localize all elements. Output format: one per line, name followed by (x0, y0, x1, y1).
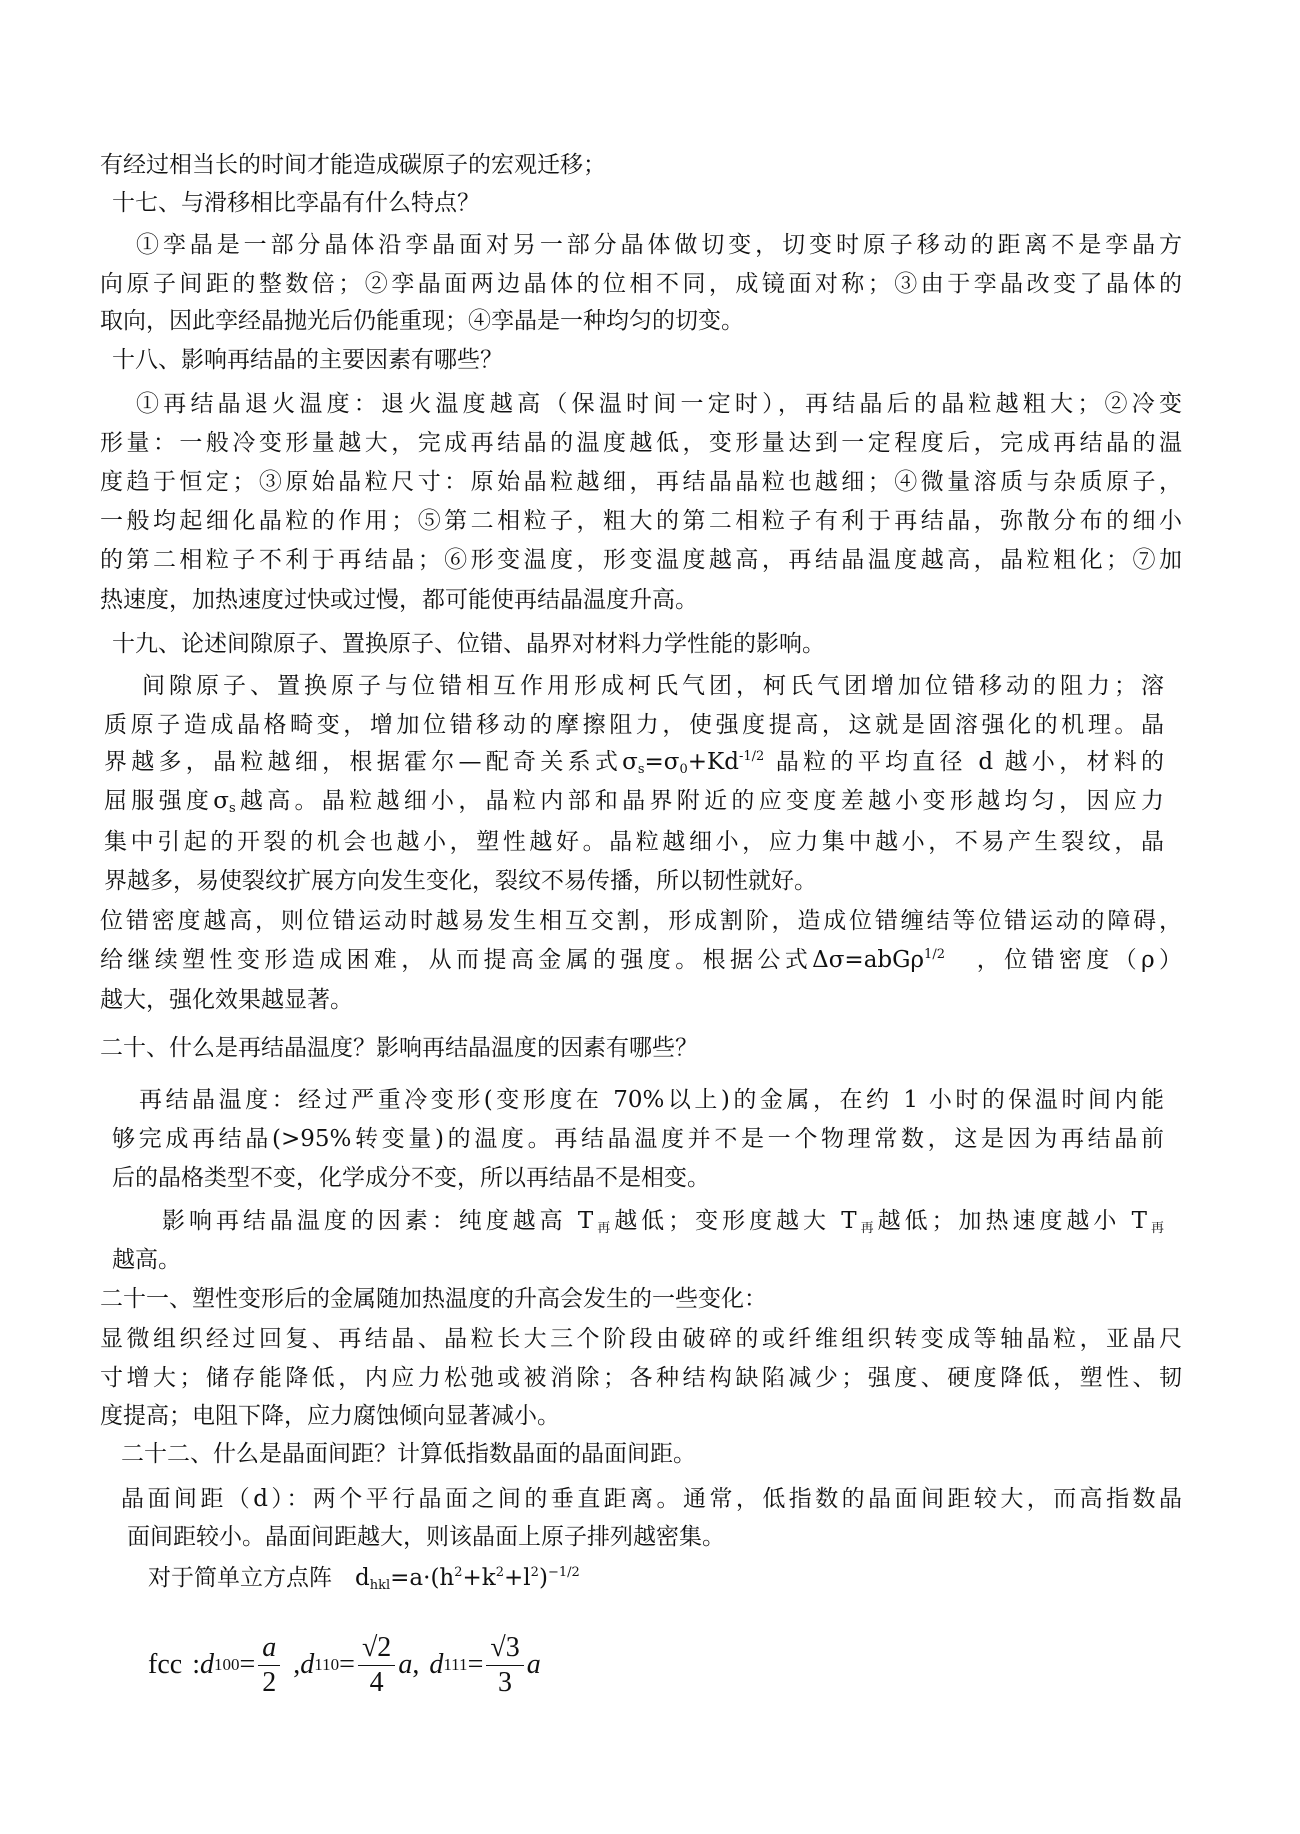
denominator: 3 (498, 1666, 513, 1698)
text-line: 后的晶格类型不变，化学成分不变，所以再结晶不是相变。 (112, 1165, 710, 1191)
section-heading: 十八、影响再结晶的主要因素有哪些？ (112, 347, 503, 373)
text-line: 面间距较小。晶面间距越大，则该晶面上原子排列越密集。 (127, 1524, 725, 1550)
text-segment: +k (462, 1565, 496, 1591)
numerator: √2 (358, 1631, 395, 1666)
formula-sub: 110 (314, 1655, 340, 1674)
formula-comma: , (412, 1649, 420, 1680)
formula-a: a (398, 1649, 413, 1680)
text-line: 位错密度越高，则位错运动时越易发生相互交割，形成割阶，造成位错缠结等位错运动的障碍， (100, 908, 1182, 934)
text-line: 形量：一般冷变形量越大，完成再结晶的温度越低，变形量达到一定程度后，完成再结晶的温 (100, 430, 1182, 456)
section-heading: 二十、什么是再结晶温度？影响再结晶温度的因素有哪些？ (100, 1035, 698, 1061)
text-line: 越大，强化效果越显著。 (100, 987, 353, 1013)
text-segment: 对于简单立方点阵 d (148, 1565, 370, 1591)
text-segment: 晶粒的平均直径 d 越小，材料的 (764, 749, 1165, 775)
fraction (258, 1631, 280, 1700)
text-segment: +Kd (687, 749, 739, 775)
text-segment: 影响再结晶温度的因素：纯度越高 T (162, 1208, 594, 1234)
formula-sup: 1/2 (924, 947, 945, 962)
formula-sub: s (637, 762, 645, 777)
text-line: 度提高；电阻下降，应力腐蚀倾向显著减小。 (100, 1403, 560, 1429)
formula-eq: = (339, 1649, 355, 1680)
formula-d100: d (199, 1649, 214, 1680)
formula-sub: 再 (593, 1221, 615, 1236)
text-segment: +l (504, 1565, 531, 1591)
formula-sup: 2 (454, 1565, 463, 1580)
formula-colon: : (192, 1649, 200, 1680)
numerator: √3 (486, 1631, 523, 1666)
text-line: 质原子造成晶格畸变，增加位错移动的摩擦阻力，使强度提高，这就是固溶强化的机理。晶 (104, 712, 1164, 738)
text-line: 有经过相当长的时间才能造成碳原子的宏观迁移； (100, 152, 606, 178)
text-line: 向原子间距的整数倍；②孪晶面两边晶体的位相不同，成镜面对称；③由于孪晶改变了晶体的 (100, 271, 1182, 297)
text-line: 热速度，加热速度过快或过慢，都可能使再结晶温度升高。 (100, 587, 698, 613)
formula-sub: s (228, 801, 236, 816)
text-segment: 屈服强度σ (104, 788, 229, 814)
formula-eq: = (467, 1649, 484, 1680)
formula-sub: 100 (213, 1655, 240, 1674)
text-line: 度趋于恒定；③原始晶粒尺寸：原始晶粒越细，再结晶晶粒也越细；④微量溶质与杂质原子， (100, 469, 1182, 495)
text-segment: ) (538, 1565, 548, 1591)
formula-sup: 2 (495, 1565, 505, 1580)
text-segment: 越低；变形度越大 T (614, 1208, 857, 1234)
text-line: 再结晶温度：经过严重冷变形(变形度在 70%以上)的金属，在约 1 小时的保温时间内能 (139, 1087, 1164, 1113)
formula-a: a (526, 1649, 541, 1680)
formula-sup: −1/2 (547, 1565, 580, 1580)
text-line: ①再结晶退火温度：退火温度越高（保温时间一定时），再结晶后的晶粒越粗大；②冷变 (136, 391, 1182, 417)
section-heading: 二十二、什么是晶面间距？计算低指数晶面的晶面间距。 (121, 1441, 696, 1467)
text-line: 取向，因此孪经晶抛光后仍能重现；④孪晶是一种均匀的切变。 (100, 308, 744, 334)
text-line: 的第二相粒子不利于再结晶；⑥形变温度，形变温度越高，再结晶温度越高，晶粒粗化；⑦加 (100, 547, 1182, 573)
text-line: 越高。 (112, 1247, 181, 1273)
text-line: ①孪晶是一部分晶体沿孪晶面对另一部分晶体做切变，切变时原子移动的距离不是孪晶方 (136, 232, 1182, 258)
text-line (104, 747, 1164, 777)
formula-comma: , (293, 1649, 301, 1680)
text-line: 间隙原子、置换原子与位错相互作用形成柯氏气团，柯氏气团增加位错移动的阻力；溶 (142, 673, 1164, 699)
numerator: a (258, 1631, 280, 1666)
text-line: 寸增大；储存能降低，内应力松弛或被消除；各种结构缺陷减少；强度、硬度降低，塑性、韧 (100, 1365, 1182, 1391)
section-heading: 十九、论述间隙原子、置换原子、位错、晶界对材料力学性能的影响。 (112, 631, 825, 657)
text-segment: 越低；加热速度越小 T (877, 1208, 1147, 1234)
formula-sub: hkl (369, 1578, 391, 1593)
formula-sub: 111 (443, 1655, 468, 1674)
formula-d111: d (429, 1649, 444, 1680)
denominator: 2 (262, 1666, 277, 1698)
formula-eq: = (239, 1649, 256, 1680)
text-segment: 越高。晶粒越细小，晶粒内部和晶界附近的应变度差越小变形越均匀，因应力 (235, 788, 1165, 814)
text-line: 显微组织经过回复、再结晶、晶粒长大三个阶段由破碎的或纤维组织转变成等轴晶粒，亚晶尺 (100, 1326, 1182, 1352)
text-segment: 给继续塑性变形造成困难，从而提高金属的强度。根据公式Δσ=abGρ (100, 947, 925, 973)
text-line: 晶面间距（d）：两个平行晶面之间的垂直距离。通常，低指数的晶面间距较大，而高指数晶 (121, 1486, 1182, 1512)
text-line (148, 1563, 580, 1593)
formula-d110: d (300, 1649, 315, 1680)
text-line (162, 1206, 1164, 1236)
fraction (358, 1631, 395, 1700)
text-line: 够完成再结晶(>95%转变量)的温度。再结晶温度并不是一个物理常数，这是因为再结晶前 (112, 1126, 1164, 1152)
text-segment: 界越多，晶粒越细，根据霍尔—配奇关系式σ (104, 749, 638, 775)
section-heading: 二十一、塑性变形后的金属随加热温度的升高会发生的一些变化： (100, 1286, 767, 1312)
formula-label: fcc (148, 1649, 183, 1680)
formula-sup: 2 (530, 1565, 539, 1580)
formula-sup: -1/2 (738, 749, 765, 764)
formula-sub: 0 (679, 762, 688, 777)
formula-sub: 再 (856, 1221, 878, 1236)
text-segment: ，位错密度（ρ） (944, 947, 1182, 973)
text-line: 界越多，易使裂纹扩展方向发生变化，裂纹不易传播，所以韧性就好。 (104, 868, 817, 894)
text-line: 一般均起细化晶粒的作用；⑤第二相粒子，粗大的第二相粒子有利于再结晶，弥散分布的细小 (100, 508, 1182, 534)
text-line (104, 786, 1164, 816)
text-line: 集中引起的开裂的机会也越小，塑性越好。晶粒越细小，应力集中越小，不易产生裂纹，晶 (104, 829, 1164, 855)
text-segment: =σ (644, 749, 680, 775)
formula-sub: 再 (1147, 1221, 1164, 1236)
denominator: 4 (369, 1666, 384, 1698)
section-heading: 十七、与滑移相比孪晶有什么特点？ (112, 190, 480, 216)
text-segment: =a·(h (390, 1565, 455, 1591)
fraction (486, 1631, 523, 1700)
text-line (100, 945, 1182, 975)
fcc-spacing-formula (148, 1620, 541, 1710)
